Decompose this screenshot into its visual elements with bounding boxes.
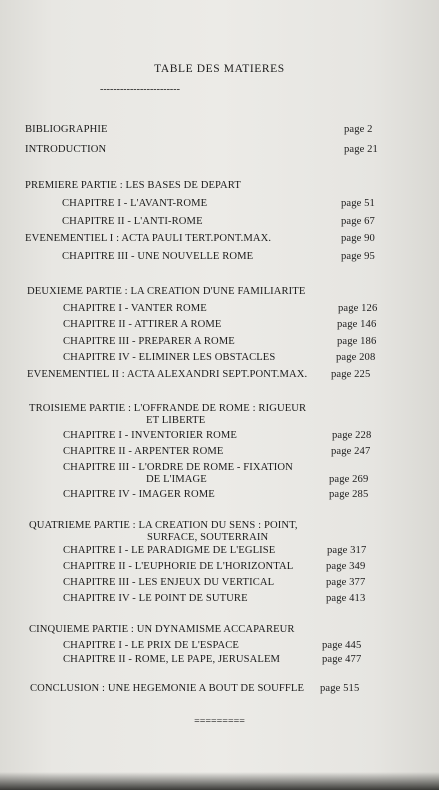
toc-entry-label: CHAPITRE III - PREPARER A ROME bbox=[63, 336, 235, 347]
toc-entry-label: CHAPITRE I - VANTER ROME bbox=[63, 303, 207, 314]
toc-entry-label: ET LIBERTE bbox=[146, 415, 206, 426]
toc-entry-label: CHAPITRE II - ROME, LE PAPE, JERUSALEM bbox=[63, 654, 281, 665]
toc-entry-page: page 146 bbox=[337, 319, 377, 330]
toc-entry-label: DEUXIEME PARTIE : LA CREATION D'UNE FAMILIARITE bbox=[27, 286, 306, 297]
toc-entry-label: INTRODUCTION bbox=[25, 144, 107, 155]
toc-entry-page: page 377 bbox=[326, 577, 366, 588]
toc-entry-page: page 515 bbox=[320, 683, 360, 694]
toc-entry-page: page 445 bbox=[322, 640, 362, 651]
toc-entry-label: PREMIERE PARTIE : LES BASES DE DEPART bbox=[25, 180, 241, 191]
toc-entry-label: CHAPITRE II - ATTIRER A ROME bbox=[63, 319, 222, 330]
toc-title: TABLE DES MATIERES bbox=[154, 63, 285, 75]
toc-entry-label: CONCLUSION : UNE HEGEMONIE A BOUT DE SOUFFLE bbox=[30, 683, 305, 694]
toc-entry-label: EVENEMENTIEL II : ACTA ALEXANDRI SEPT.PONT.MAX. bbox=[27, 369, 308, 380]
toc-entry-page: page 269 bbox=[329, 474, 369, 485]
toc-entry-page: page 51 bbox=[341, 198, 375, 209]
toc-entry-label: CHAPITRE IV - IMAGER ROME bbox=[63, 489, 215, 500]
toc-entry-label: EVENEMENTIEL I : ACTA PAULI TERT.PONT.MAX. bbox=[25, 233, 272, 244]
toc-entry-page: page 228 bbox=[332, 430, 372, 441]
toc-entry-page: page 67 bbox=[341, 216, 375, 227]
toc-entry-page: page 95 bbox=[341, 251, 375, 262]
toc-entry-page: page 208 bbox=[336, 352, 376, 363]
toc-entry-page: page 285 bbox=[329, 489, 369, 500]
toc-entry-page: page 90 bbox=[341, 233, 375, 244]
toc-entry-label: CHAPITRE I - LE PARADIGME DE L'EGLISE bbox=[63, 545, 276, 556]
toc-entry-page: page 349 bbox=[326, 561, 366, 572]
toc-entry-label: CHAPITRE I - LE PRIX DE L'ESPACE bbox=[63, 640, 239, 651]
footer-rule: ========= bbox=[194, 716, 245, 727]
toc-entry-label: CHAPITRE I - INVENTORIER ROME bbox=[63, 430, 237, 441]
toc-entry-page: page 477 bbox=[322, 654, 362, 665]
toc-entry-page: page 186 bbox=[337, 336, 377, 347]
toc-entry-label: DE L'IMAGE bbox=[146, 474, 207, 485]
toc-entry-page: page 413 bbox=[326, 593, 366, 604]
toc-entry-page: page 317 bbox=[327, 545, 367, 556]
toc-entry-label: CINQUIEME PARTIE : UN DYNAMISME ACCAPAREUR bbox=[29, 624, 295, 635]
toc-entry-label: CHAPITRE III - LES ENJEUX DU VERTICAL bbox=[63, 577, 275, 588]
page-edge-shadow bbox=[0, 772, 439, 790]
toc-entry-label: CHAPITRE III - L'ORDRE DE ROME - FIXATION bbox=[63, 462, 293, 473]
toc-entry-label: QUATRIEME PARTIE : LA CREATION DU SENS : POINT, bbox=[29, 520, 298, 531]
toc-entry-page: page 2 bbox=[344, 124, 373, 135]
title-underline: ------------------------ bbox=[100, 84, 180, 95]
toc-entry-page: page 126 bbox=[338, 303, 378, 314]
toc-entry-label: TROISIEME PARTIE : L'OFFRANDE DE ROME : RIGUEUR bbox=[29, 403, 307, 414]
toc-entry-label: CHAPITRE IV - ELIMINER LES OBSTACLES bbox=[63, 352, 276, 363]
toc-entry-label: CHAPITRE I - L'AVANT-ROME bbox=[62, 198, 208, 209]
toc-entry-label: BIBLIOGRAPHIE bbox=[25, 124, 108, 135]
toc-entry-label: CHAPITRE II - L'ANTI-ROME bbox=[62, 216, 203, 227]
toc-entry-label: SURFACE, SOUTERRAIN bbox=[147, 532, 269, 543]
toc-entry-label: CHAPITRE IV - LE POINT DE SUTURE bbox=[63, 593, 248, 604]
toc-entry-label: CHAPITRE II - ARPENTER ROME bbox=[63, 446, 224, 457]
toc-entry-label: CHAPITRE III - UNE NOUVELLE ROME bbox=[62, 251, 254, 262]
toc-entry-page: page 247 bbox=[331, 446, 371, 457]
toc-entry-page: page 21 bbox=[344, 144, 378, 155]
toc-entry-page: page 225 bbox=[331, 369, 371, 380]
toc-entry-label: CHAPITRE II - L'EUPHORIE DE L'HORIZONTAL bbox=[63, 561, 294, 572]
